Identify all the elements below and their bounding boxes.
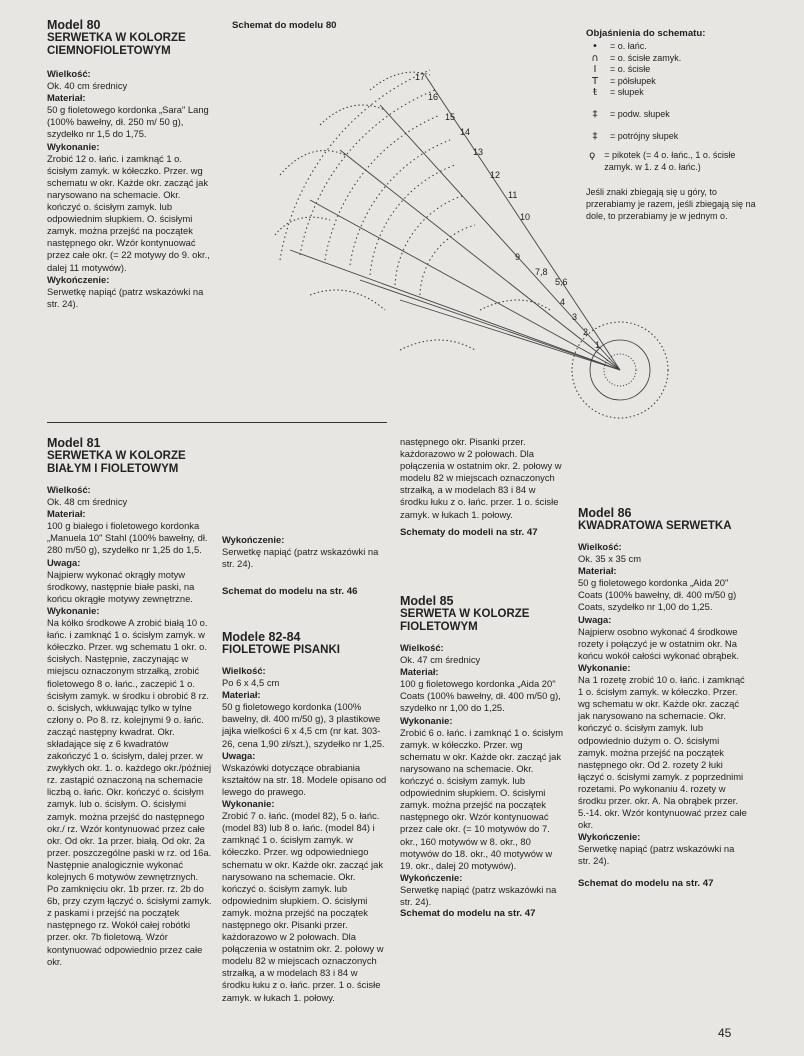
round-label: 14 (460, 127, 471, 137)
model-85-subtitle: SERWETA W KOLORZE FIOLETOWYM (400, 608, 530, 633)
page-number: 45 (718, 1026, 732, 1040)
model-82-84-subtitle: FIOLETOWE PISANKI (222, 644, 340, 656)
round-arc (350, 140, 450, 265)
model-80-block (47, 18, 212, 310)
round-arc (370, 165, 455, 275)
material-value: 100 g fioletowego kordonka „Aida 20" Coats (100% bawełny, dł. 400 m/50 g), szydełko nr 1,00 do 1,25. (400, 678, 561, 714)
size-value: Ok. 35 x 35 cm (578, 553, 642, 565)
round-label: 1 (595, 340, 601, 350)
diagram-rounds (280, 70, 475, 295)
material-label: Materiał: (47, 508, 86, 520)
legend-text: = pikotek (= 4 o. łańc., 1 o. ścisłe zamyk. w 1. z 4 o. łańc.) (604, 150, 736, 172)
picot-icon: ϙ (589, 150, 596, 162)
legend-text: = o. łańc. (610, 41, 647, 51)
size-label: Wielkość: (400, 642, 444, 653)
size-value: Ok. 48 cm średnicy (47, 496, 128, 508)
round-label: 9 (515, 252, 521, 262)
work-value: Zrobić 12 o. łańc. i zamknąć 1 o. ścisłym zamyk. w kółeczko. Przer. wg schematu w okr. Każde okr. zacząć jak narysowano na schemacie. Okr. kończyć o. ścisłym zamyk. lub odpowiednim słupkiem. O. ścisłymi zamyk. można przejść na początek następnego okr. Wzór kontynuować przez całe okr. (= 22 motywy do 9. okr., dalej 11 motywów). (47, 152, 210, 273)
work-label: Wykonanie: (47, 140, 100, 152)
model-81-title: Model 81 (47, 436, 101, 450)
size-value: Ok. 40 cm średnicy (47, 80, 128, 92)
model-81-block (47, 436, 212, 967)
model-85-block (400, 594, 565, 920)
work-label: Wykonanie: (222, 798, 275, 810)
finish-label: Wykończenie: (222, 534, 285, 545)
legend-text: = podw. słupek (610, 108, 670, 119)
model-86-subtitle: KWADRATOWA SERWETKA (578, 520, 732, 532)
petal-arc (275, 217, 330, 235)
spoke (290, 250, 620, 370)
diagram-petals (275, 72, 550, 350)
material-label: Materiał: (47, 92, 86, 104)
double-crochet-icon: ŧ (593, 87, 597, 99)
model-85-title: Model 85 (400, 594, 454, 608)
size-value: Ok. 47 cm średnicy (400, 654, 481, 666)
work-value: Na kółko środkowe A zrobić białą 10 o. łańc. i zamknąć 1 o. ścisłym zamyk. w kółeczko. Przer. wg schematu 1 okr. o. ścisłych. Następnie, zaczynając w miejscu oznaczonym strzałką, zrobić fioletowego 8 o. łańc., zaczepić 1 o. ścisłym zamyk. w środku i obrobić 8 rz. o. ścisłych, wkłuwając tylko w tylne człony o. Po 8. rz. kolejnymi 9 o. łańc. zacząć następny kwadrat. Okr. składające się z 6 kwadratów zakończyć 1 o. ścisłym, dalej przer. w zwykłych okr. 1. o. każdego okr./później rz. zastąpić oznaczoną na schemacie liczbą o. łańc. Okr. kończyć o. ścisłym zamyk. lub o. ścisłym. O. ścisłymi zamyk. można przejść do następnego okr./ rz. Wzór kontynuować przez całe okr. Od okr. 1a przer. białą. Od okr. 2a przer. poszczególne paski w rz. od 16a. Następnie analogicznie wykonać kolejnych 6 motywów zewnętrznych. Po zamknięciu okr. 1b przer. rz. 2b do 6b, przy czym łączyć o. ścisłymi zamyk. z paskami i przejść na początek następnego rz. Wokół całej robótki przer. okr. 7b fioletową. Wzór kontynuować odpowiednio przez całe okr. (47, 617, 212, 967)
legend-text: = potrójny słupek (610, 130, 679, 141)
treble-crochet-icon: ‡ (592, 108, 598, 120)
note-label: Uwaga: (222, 749, 256, 761)
finish-label: Wykończenie: (47, 273, 110, 285)
work-value: Zrobić 6 o. łańc. i zamknąć 1 o. ścisłym zamyk. w kółeczko. Przer. wg schematu w okr. Każde okr. zacząć jak narysowano na schemacie. Okr. kończyć o. ścisłym zamyk. lub odpowiednim słupkiem. O. ścisłymi zamyk. można przejść na początek następnego okr. Wzór kontynuować przez całe okr. (= 10 motywów do 7. okr., 160 motywów w 8. okr., 80 motywów do 18. okr., 40 motywów w 19. okr., dalej 20 motywów). (400, 726, 564, 871)
finish-value: Serwetkę napiąć (patrz wskazówki na str. 24). (578, 843, 735, 867)
material-label: Materiał: (222, 689, 261, 701)
material-value: 100 g białego i fioletowego kordonka „Manuela 10" Stahl (100% bawełny, dł. 280 m/50 g), szydełko nr 1,25 do 1,5. (47, 520, 208, 556)
round-label: 13 (473, 147, 484, 157)
legend-text: = o. ścisłe zamyk. (610, 52, 682, 63)
legend-text: = o. ścisłe (610, 64, 651, 75)
size-label: Wielkość: (47, 68, 91, 79)
legend-row (586, 64, 761, 76)
legend-text: = słupek (610, 87, 644, 98)
note-value: Najpierw osobno wykonać 4 środkowe rozety i połączyć je w ostatnim okr. Na końcu wokół całości wykonać obrąbek. (578, 625, 740, 661)
legend-row (586, 150, 761, 173)
model-81-subtitle: SERWETKA W KOLORZE BIAŁYM I FIOLETOWYM (47, 450, 186, 475)
round-label: 4 (560, 297, 566, 307)
legend-row (586, 87, 761, 99)
round-label: 11 (508, 190, 518, 200)
spoke (340, 150, 620, 370)
round-label: 10 (520, 212, 531, 222)
legend-row (586, 109, 761, 121)
work-value: Zrobić 7 o. łańc. (model 82), 5 o. łańc. (model 83) lub 8 o. łańc. (model 84) i zamknąć 1 o. ścisłym zamyk. w kółeczko. Przer. wg odpowiedniego schematu w okr. Każde okr. zacząć jak narysowano na schemacie. Okr. kończyć o. ścisłym zamyk. lub odpowiednim słupkiem. O. ścisłymi zamyk. można przejść na początek następnego okr. Pisanki przer. każdorazowo w 2 połowach. Dla połączenia w ostatnim okr. 2. połowy w modelu 82 w miejscach oznaczonych strzałką, a w modelach 83 i 84 w środku łuku z o. łańc. przer. 1 o. ścisłe zamyk. w łukach 1. połowy. (222, 810, 384, 1003)
finish-value: Serwetkę napiąć (patrz wskazówki na str. 24). (222, 546, 379, 570)
petal-arc (480, 300, 550, 310)
work-label: Wykonanie: (578, 661, 631, 673)
half-double-icon: T (591, 75, 599, 87)
size-label: Wielkość: (578, 541, 622, 552)
legend-note: Jeśli znaki zbiegają się u góry, to przerabiamy je razem, jeśli zbiegają się na dole, to przerabiamy je w jednym o. (586, 187, 756, 221)
finish-label: Wykończenie: (400, 871, 463, 883)
petal-arc (400, 340, 475, 350)
petal-arc (320, 105, 385, 125)
model-82-84-block (222, 630, 387, 1003)
round-label: 2 (583, 327, 589, 337)
legend-text: = półsłupek (610, 75, 656, 86)
note-value: Najpierw wykonać okrągły motyw środkowy, następnie białe paski, na końcu okrągłe motywy zewnętrzne. (47, 568, 195, 604)
model-82-84-ref: Schematy do modeli na str. 47 (400, 526, 538, 538)
triple-treble-icon: ‡ (592, 130, 598, 142)
size-label: Wielkość: (47, 484, 91, 495)
model-85-ref: Schemat do modelu na str. 47 (400, 908, 536, 920)
legend-row (586, 76, 761, 88)
round-label: 12 (490, 170, 501, 180)
schema-80-title: Schemat do modelu 80 (232, 20, 337, 31)
finish-value: Serwetkę napiąć (patrz wskazówki na str. 24). (400, 883, 557, 907)
petal-arc (310, 290, 385, 310)
model-86-block (578, 506, 748, 890)
legend-row (586, 131, 761, 143)
material-label: Materiał: (400, 666, 439, 678)
chain-stitch-icon: • (592, 41, 598, 52)
note-value: Wskazówki dotyczące obrabiania kształtów na str. 18. Modele opisano od lewego do prawego. (222, 761, 387, 797)
finish-label: Wykończenie: (578, 831, 641, 843)
legend-title: Objaśnienia do schematu: (586, 28, 706, 39)
model-81-finish-block (222, 436, 387, 598)
material-value: 50 g fioletowego kordonka „Aida 20" Coats (100% bawełny, dł. 400 m/50 g) Coats, szydełko nr 1,00 do 1,25. (578, 577, 737, 613)
round-label: 15 (445, 112, 456, 122)
size-value: Po 6 x 4,5 cm (222, 677, 280, 689)
spoke (360, 280, 620, 370)
continuation-text: następnego okr. Pisanki przer. każdorazowo w 2 połowach. Dla połączenia w ostatnim okr. 2. połowy w modelu 82 w miejscach oznaczonych strzałką, a w modelach 83 i 84 w środku łuku z o. łańc. przer. 1 o. ścisłe zamyk. w łukach 1. połowy. (400, 436, 562, 520)
model-80-subtitle: SERWETKA W KOLORZE CIEMNOFIOLETOWYM (47, 32, 186, 57)
round-label: 3 (572, 312, 578, 322)
material-value: 50 g fioletowego kordonka „Sara" Lang (100% bawełny, dł. 250 m/ 50 g), szydełko nr 1,5 do 1,75. (47, 104, 209, 140)
round-arc (325, 115, 440, 260)
round-label: 7,8 (535, 267, 548, 277)
legend-row (586, 41, 761, 53)
note-label: Uwaga: (578, 613, 612, 625)
finish-value: Serwetkę napiąć (patrz wskazówki na str. 24). (47, 285, 204, 309)
round-label: 17 (415, 72, 426, 82)
size-label: Wielkość: (222, 665, 266, 676)
work-label: Wykonanie: (400, 714, 453, 726)
work-value: Na 1 rozetę zrobić 10 o. łańc. i zamknąć 1 o. ścisłym zamyk. w kółeczko. Przer. wg schematu w okr. Każde okr. zacząć jak narysowano na schemacie. Okr. kończyć o. ścisłym zamyk. lub odpowiednio dużym o. O. ścisłymi zamyk. można przejść na początek następnego okr. Od 2. rozety 2 łuki łączyć o. ścisłymi zamyk. z poprzednimi rozetami. Po wykonaniu 4. rozety w środku przer. okr. A. Na obrąbek przer. 5.-14. okr. Wzór kontynuować przez całe okr. (578, 674, 747, 831)
spoke (310, 200, 620, 370)
model-86-title: Model 86 (578, 506, 632, 520)
model-80-title: Model 80 (47, 18, 101, 32)
model-81-ref: Schemat do modelu na str. 46 (222, 586, 358, 598)
material-value: 50 g fioletowego kordonka (100% bawełny, dł. 400 m/50 g), 3 plastikowe jajka wielkości 6 x 4,5 cm (nr kat. 303-26, cena 1,90 zł/szt.), szydełko nr 1,25. (222, 701, 385, 749)
legend (586, 28, 761, 222)
legend-row (586, 53, 761, 65)
material-label: Materiał: (578, 565, 617, 577)
round-label: 16 (428, 92, 439, 102)
single-crochet-icon: I (593, 64, 597, 76)
model-82-84-continuation (400, 436, 565, 539)
note-label: Uwaga: (47, 556, 81, 568)
horizontal-divider (47, 422, 387, 423)
model-86-ref: Schemat do modelu na str. 47 (578, 877, 714, 889)
slip-stitch-icon: ∩ (591, 52, 599, 64)
round-arc (420, 225, 475, 295)
model-82-84-title: Modele 82-84 (222, 630, 301, 644)
work-label: Wykonanie: (47, 604, 100, 616)
round-label: 5,6 (555, 277, 568, 287)
